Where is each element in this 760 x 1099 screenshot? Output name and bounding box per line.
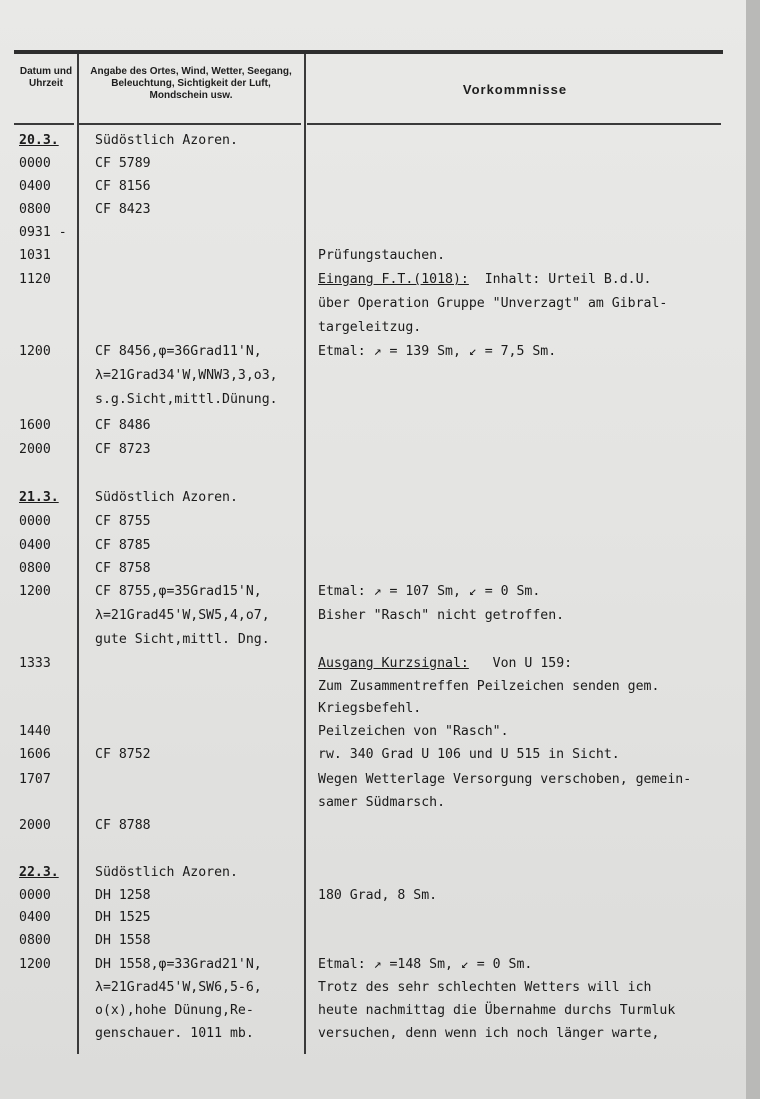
event-line <box>318 652 572 675</box>
position-weather-line: CF 8755,φ=35Grad15'N, <box>95 584 262 599</box>
position-weather-line: λ=21Grad34'W,WNW3,3,o3, <box>95 368 278 383</box>
grid-square: CF 8755 <box>95 514 151 529</box>
time-entry: 0800 <box>19 561 51 576</box>
time-entry: 0400 <box>19 538 51 553</box>
time-entry: 0800 <box>19 202 51 217</box>
header-events: Vorkommnisse <box>462 82 568 97</box>
time-entry: 1031 <box>19 248 51 263</box>
time-entry: 0400 <box>19 179 51 194</box>
page-edge <box>746 0 760 1099</box>
time-entry: 1440 <box>19 724 51 739</box>
position-weather-line: genschauer. 1011 mb. <box>95 1026 254 1041</box>
event-line: 180 Grad, 8 Sm. <box>318 888 438 903</box>
time-entry: 1606 <box>19 747 51 762</box>
event-line: Zum Zusammentreffen Peilzeichen senden gem. <box>318 679 660 694</box>
location-line: Südöstlich Azoren. <box>95 865 238 880</box>
event-line: Bisher "Rasch" nicht getroffen. <box>318 608 565 623</box>
grid-square: DH 1258 <box>95 888 151 903</box>
event-line: Wegen Wetterlage Versorgung verschoben, gemein- <box>318 772 692 787</box>
position-weather-line: o(x),hohe Dünung,Re- <box>95 1003 254 1018</box>
header-rule-left <box>14 123 74 125</box>
time-entry: 0000 <box>19 156 51 171</box>
time-entry: 1600 <box>19 418 51 433</box>
column-divider-1 <box>77 54 79 1054</box>
date-entry: 20.3. <box>19 133 59 148</box>
location-line: Südöstlich Azoren. <box>95 490 238 505</box>
time-entry: 0400 <box>19 910 51 925</box>
time-entry: 2000 <box>19 818 51 833</box>
event-text: Inhalt: Urteil B.d.U. <box>468 272 652 287</box>
etmal-line: Etmal: ↗ = 107 Sm, ↙ = 0 Sm. <box>318 584 541 599</box>
event-heading: Ausgang Kurzsignal: <box>318 656 469 671</box>
time-entry: 1200 <box>19 584 51 599</box>
etmal-line: Etmal: ↗ = 139 Sm, ↙ = 7,5 Sm. <box>318 344 557 359</box>
date-entry: 22.3. <box>19 865 59 880</box>
event-text: Von U 159: <box>468 656 573 671</box>
location-line: Südöstlich Azoren. <box>95 133 238 148</box>
event-line: targeleitzug. <box>318 320 422 335</box>
header-rule-right <box>307 123 721 125</box>
time-entry: 2000 <box>19 442 51 457</box>
column-divider-2 <box>304 54 306 1054</box>
event-line: Trotz des sehr schlechten Wetters will ich <box>318 980 652 995</box>
event-line: samer Südmarsch. <box>318 795 446 810</box>
grid-square: CF 8486 <box>95 418 151 433</box>
position-weather-line: gute Sicht,mittl. Dng. <box>95 632 270 647</box>
event-line: versuchen, denn wenn ich noch länger warte, <box>318 1026 660 1041</box>
grid-square: CF 8752 <box>95 747 151 762</box>
grid-square: DH 1525 <box>95 910 151 925</box>
event-line: rw. 340 Grad U 106 und U 515 in Sicht. <box>318 747 620 762</box>
position-weather-line: CF 8456,φ=36Grad11'N, <box>95 344 262 359</box>
time-entry: 1200 <box>19 957 51 972</box>
grid-square: CF 8758 <box>95 561 151 576</box>
grid-square: CF 5789 <box>95 156 151 171</box>
header-location-weather: Angabe des Ortes, Wind, Wetter, Seegang, Beleuchtung, Sichtigkeit der Luft, Mondschein usw. <box>90 66 292 101</box>
header-rule-middle <box>78 123 301 125</box>
grid-square: CF 8788 <box>95 818 151 833</box>
time-entry: 1707 <box>19 772 51 787</box>
top-rule <box>14 50 723 54</box>
event-line: heute nachmittag die Übernahme durchs Turmluk <box>318 1003 676 1018</box>
grid-square: CF 8785 <box>95 538 151 553</box>
time-entry: 0000 <box>19 514 51 529</box>
grid-square: CF 8156 <box>95 179 151 194</box>
date-entry: 21.3. <box>19 490 59 505</box>
position-weather-line: DH 1558,φ=33Grad21'N, <box>95 957 262 972</box>
event-line: Peilzeichen von "Rasch". <box>318 724 509 739</box>
event-heading: Eingang F.T.(1018): <box>318 272 469 287</box>
time-entry: 0000 <box>19 888 51 903</box>
time-entry: 0931 - <box>19 225 67 240</box>
grid-square: CF 8723 <box>95 442 151 457</box>
event-line: über Operation Gruppe "Unverzagt" am Gibral- <box>318 296 668 311</box>
time-entry: 1120 <box>19 272 51 287</box>
position-weather-line: λ=21Grad45'W,SW6,5-6, <box>95 980 262 995</box>
event-line: Kriegsbefehl. <box>318 701 422 716</box>
position-weather-line: λ=21Grad45'W,SW5,4,o7, <box>95 608 270 623</box>
event-line <box>318 268 651 291</box>
time-entry: 0800 <box>19 933 51 948</box>
time-entry: 1200 <box>19 344 51 359</box>
etmal-line: Etmal: ↗ =148 Sm, ↙ = 0 Sm. <box>318 957 533 972</box>
header-date-time: Datum und Uhrzeit <box>19 66 73 89</box>
event-line: Prüfungstauchen. <box>318 248 446 263</box>
position-weather-line: s.g.Sicht,mittl.Dünung. <box>95 392 278 407</box>
grid-square: DH 1558 <box>95 933 151 948</box>
grid-square: CF 8423 <box>95 202 151 217</box>
time-entry: 1333 <box>19 656 51 671</box>
